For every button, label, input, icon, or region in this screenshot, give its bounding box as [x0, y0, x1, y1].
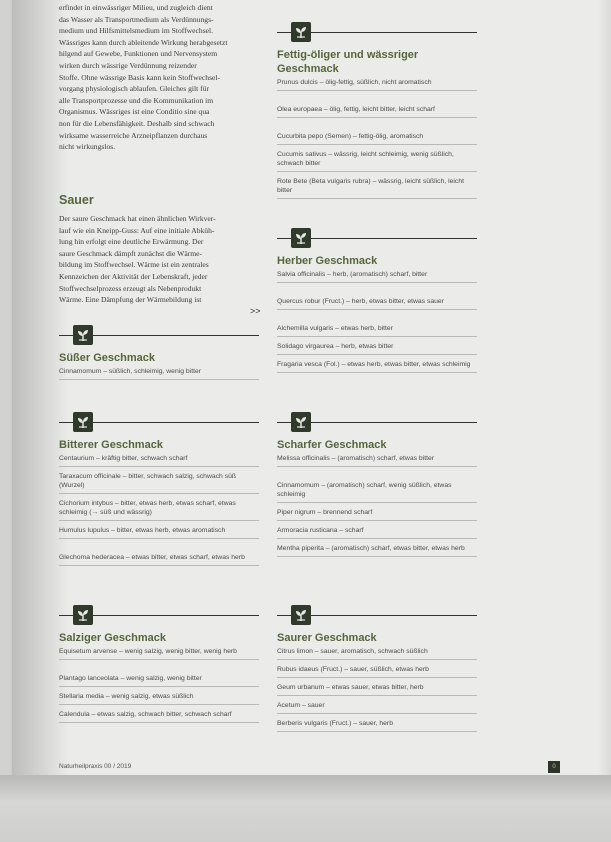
- plant-entry: Alchemilla vulgaris – etwas herb, bitter: [277, 324, 477, 337]
- intro-line: erfindet in einwässriger Milieu, und zugleich dient: [59, 3, 213, 12]
- plant-entry: Fragaria vesca (Fol.) – etwas herb, etwas bitter, etwas schleimig: [277, 360, 477, 373]
- plant-entry: Rubus idaeus (Fruct.) – sauer, süßlich, etwas herb: [277, 665, 477, 678]
- sauer-line: bildung im Stoffwechsel. Wärme ist ein zentrales: [59, 260, 209, 270]
- continue-marker: >>: [250, 306, 261, 316]
- plant-sprout-icon: [291, 412, 311, 432]
- plant-entry: Cinnamomum – (aromatisch) scharf, wenig süßlich, etwas schleimig: [277, 481, 477, 503]
- plant-entry: Quercus robur (Fruct.) – herb, etwas bitter, etwas sauer: [277, 297, 477, 310]
- plant-entry: Melissa officinalis – (aromatisch) scharf, etwas bitter: [277, 454, 477, 467]
- intro-paragraph: [59, 2, 259, 153]
- plant-entry: Armoracia rusticana – scharf: [277, 526, 477, 539]
- plant-entry: Cinnamomum – süßlich, schleimig, wenig bitter: [59, 367, 259, 380]
- plant-entry: Centaurium – kräftig bitter, schwach scharf: [59, 454, 259, 467]
- intro-line: hilgend auf Gewebe, Funktionen und Nervensystem: [59, 49, 218, 59]
- plant-entry: Cucurbita pepo (Semen) – fettig-ölig, aromatisch: [277, 132, 477, 145]
- plant-entry: Rote Bete (Beta vulgaris rubra) – wässrig, leicht süßlich, leicht bitter: [277, 177, 477, 199]
- intro-line: wirksame wasserreiche Arzneipflanzen durchaus: [59, 130, 208, 140]
- plant-entry: Humulus lupulus – bitter, etwas herb, etwas aromatisch: [59, 526, 259, 539]
- intro-line: Organismus. Wässriges ist eine Conditio sine qua: [59, 107, 210, 117]
- magazine-page: [12, 0, 611, 775]
- page-number: 0: [548, 761, 560, 773]
- sauer-line: lung hin erfolgt eine deutliche Erwärmung. Der: [59, 237, 204, 247]
- intro-line: vorgang physiologisch ablaufen. Gleiches gilt für: [59, 84, 210, 94]
- section-heading: Bitterer Geschmack: [59, 439, 163, 451]
- section-heading: Salziger Geschmack: [59, 632, 167, 644]
- plant-entry: Piper nigrum – brennend scharf: [277, 508, 477, 521]
- sauer-line: Wärme. Eine Dämpfung der Wärmebildung ist: [59, 295, 202, 305]
- sauer-heading: Sauer: [59, 193, 94, 207]
- plant-entry: Salvia officinalis – herb, (aromatisch) scharf, bitter: [277, 270, 477, 283]
- sauer-line: Kennzeichen der Aktivität der Lebenskraft, jeder: [59, 271, 208, 281]
- plant-entry: Acetum – sauer: [277, 701, 477, 714]
- intro-line: medium und Hilfsmittelsmedium im Stoffwechsel.: [59, 26, 214, 36]
- section-heading: Herber Geschmack: [277, 255, 378, 267]
- section-heading: Süßer Geschmack: [59, 352, 155, 364]
- plant-sprout-icon: [73, 412, 93, 432]
- plant-sprout-icon: [73, 325, 93, 345]
- section-heading: Fettig-öliger und wässriger Geschmack: [277, 49, 419, 75]
- plant-entry: Geum urbanum – etwas sauer, etwas bitter, herb: [277, 683, 477, 696]
- plant-entry: Cichorium intybus – bitter, etwas herb, etwas scharf, etwas schleimig (→ süß und wässrig): [59, 499, 259, 521]
- intro-line: non für die Lebensfähigkeit. Deshalb sind schwach: [59, 118, 215, 128]
- plant-entry: Berberis vulgaris (Fruct.) – sauer, herb: [277, 719, 477, 732]
- scan-background: [0, 775, 611, 842]
- plant-entry: Taraxacum officinale – bitter, schwach salzig, schwach süß (Wurzel): [59, 472, 259, 494]
- page-edge-shadow: [598, 0, 611, 775]
- sauer-line: saure Geschmack dämpft zunächst die Wärme-: [59, 248, 203, 258]
- intro-line: Stoffe. Ohne wässrige Basis kann kein Stoffwechsel-: [59, 72, 221, 82]
- plant-entry: Prunus dulcis – ölig-fettig, süßlich, nicht aromatisch: [277, 78, 477, 91]
- plant-entry: Glechoma hederacea – etwas bitter, etwas scharf, etwas herb: [59, 553, 259, 566]
- plant-sprout-icon: [73, 605, 93, 625]
- plant-entry: Plantago lanceolata – wenig salzig, wenig bitter: [59, 674, 259, 687]
- intro-line: wirken durch wässrige Verdünnung reizender: [59, 60, 197, 70]
- plant-entry: Equisetum arvense – wenig salzig, wenig bitter, wenig herb: [59, 647, 259, 660]
- plant-entry: Mentha piperita – (aromatisch) scharf, etwas bitter, etwas herb: [277, 544, 477, 557]
- section-heading: Scharfer Geschmack: [277, 439, 387, 451]
- intro-line: das Wasser als Transportmedium als Verdünnungs-: [59, 14, 214, 24]
- intro-line: alle Transportprozesse und die Kommunikation im: [59, 95, 214, 105]
- plant-sprout-icon: [291, 228, 311, 248]
- sauer-line: Der saure Geschmack hat einen ähnlichen Wirkver-: [59, 214, 216, 223]
- plant-entry: Stellaria media – wenig salzig, etwas süßlich: [59, 692, 259, 705]
- plant-entry: Calendula – etwas salzig, schwach bitter, schwach scharf: [59, 710, 259, 723]
- plant-sprout-icon: [291, 22, 311, 42]
- section-heading: Saurer Geschmack: [277, 632, 377, 644]
- plant-entry: Citrus limon – sauer, aromatisch, schwach süßlich: [277, 647, 477, 660]
- footer-publication: Naturheilpraxis 00 / 2019: [59, 763, 132, 770]
- intro-line: Wässriges kann durch ableitende Wirkung herabgesetzt: [59, 37, 228, 47]
- plant-entry: Cucumis sativus – wässrig, leicht schleimig, wenig süßlich, schwach bitter: [277, 150, 477, 172]
- intro-line: nicht wirkungslos.: [59, 142, 116, 152]
- plant-entry: Olea europaea – ölig, fettig, leicht bitter, leicht scharf: [277, 105, 477, 118]
- plant-sprout-icon: [291, 605, 311, 625]
- sauer-line: Stoffwechselprozess erzeugt als Nebenprodukt: [59, 283, 202, 293]
- plant-entry: Solidago virgaurea – herb, etwas bitter: [277, 342, 477, 355]
- sauer-paragraph: [59, 213, 259, 306]
- sauer-line: lauf wie ein Kneipp-Guss: Auf eine initiale Abküh-: [59, 225, 215, 235]
